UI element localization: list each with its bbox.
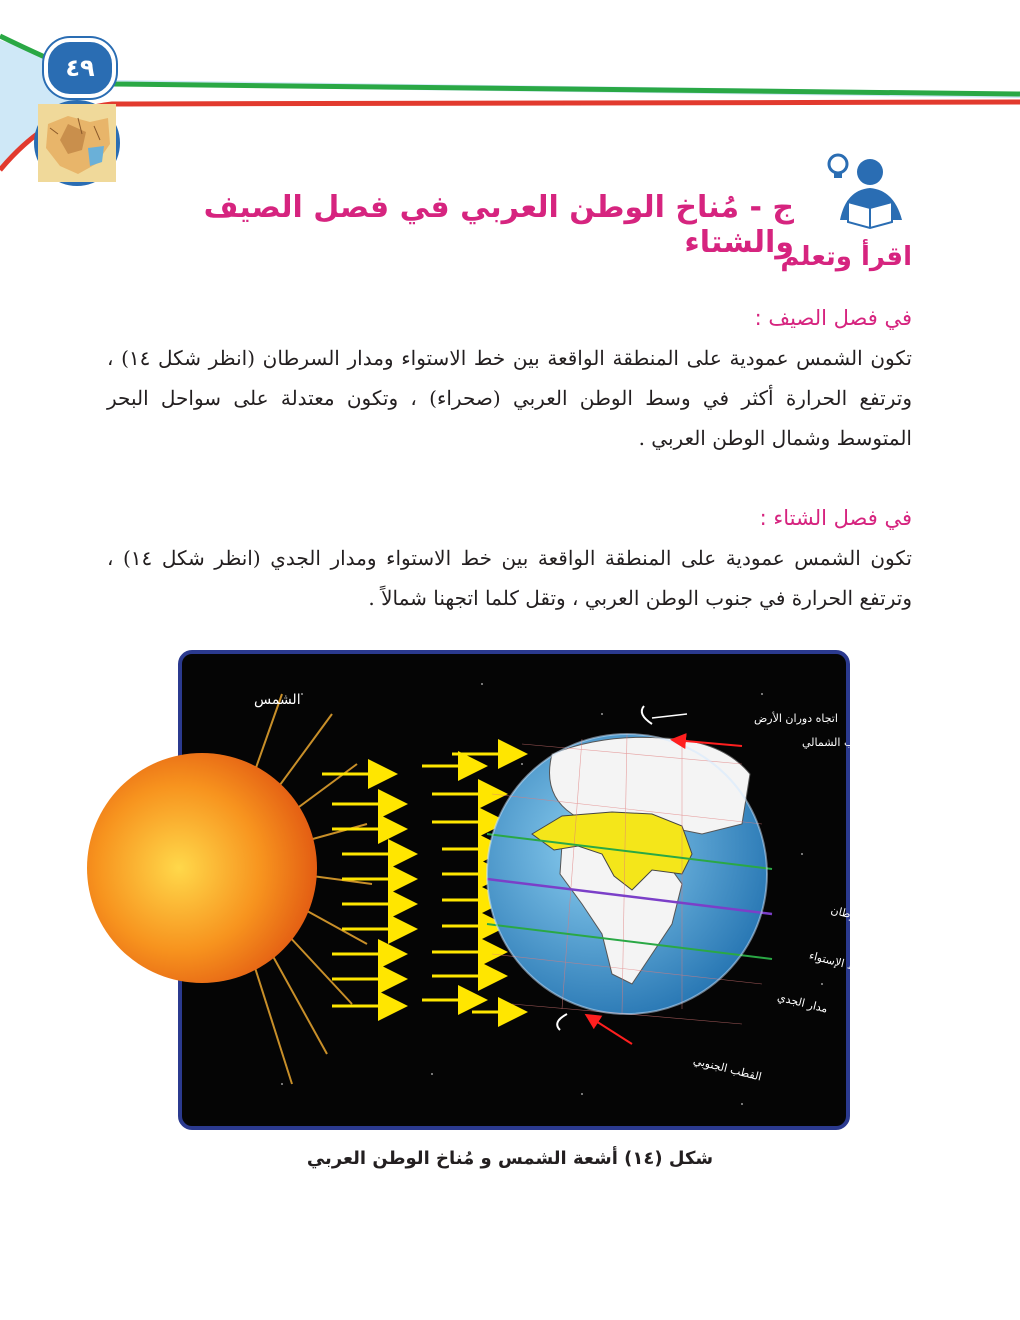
- sun-earth-figure: [178, 650, 897, 1130]
- sun-shape: [87, 753, 317, 983]
- south-pole-label: القطب الجنوبي: [691, 1053, 763, 1084]
- winter-paragraph: تكون الشمس عمودية على المنطقة الواقعة بين خط الاستواء ومدار الجدي (انظر شكل ١٤) ، وترتفع الحرارة في جنوب الوطن العربي ، وتقل كلما اتجهنا شمالاً .: [107, 546, 912, 610]
- winter-section-title: في فصل الشتاء :: [759, 506, 912, 530]
- page-number: ٤٩: [44, 38, 116, 98]
- earth-globe: [487, 734, 772, 1024]
- summer-section-title: في فصل الصيف :: [754, 306, 912, 330]
- tropic-capricorn-label: مدار الجدي: [776, 990, 830, 1016]
- north-pole-label: القطب الشمالي: [802, 736, 876, 749]
- map-thumbnail: [34, 100, 120, 186]
- sun-label: الشمس: [254, 692, 301, 708]
- page-heading: ج - مُناخ الوطن العربي في فصل الصيف والشتاء: [203, 190, 794, 260]
- read-and-learn-label: اقرأ وتعلم: [780, 242, 912, 272]
- tropic-cancer-label: مدار السرطان: [829, 903, 897, 933]
- rotation-label: اتجاه دوران الأرض: [754, 712, 838, 725]
- reader-icon: [818, 146, 910, 236]
- equator-label: خط الإستواء: [807, 948, 866, 976]
- figure-caption: شكل (١٤) أشعة الشمس و مُناخ الوطن العربي: [306, 1148, 714, 1169]
- summer-paragraph: تكون الشمس عمودية على المنطقة الواقعة بين خط الاستواء ومدار السرطان (انظر شكل ١٤) ، وترتفع الحرارة أكثر في وسط الوطن العربي (صحراء) ، وتكون معتدلة على سواحل البحر المتوسط وشمال الوطن العربي .: [107, 346, 912, 450]
